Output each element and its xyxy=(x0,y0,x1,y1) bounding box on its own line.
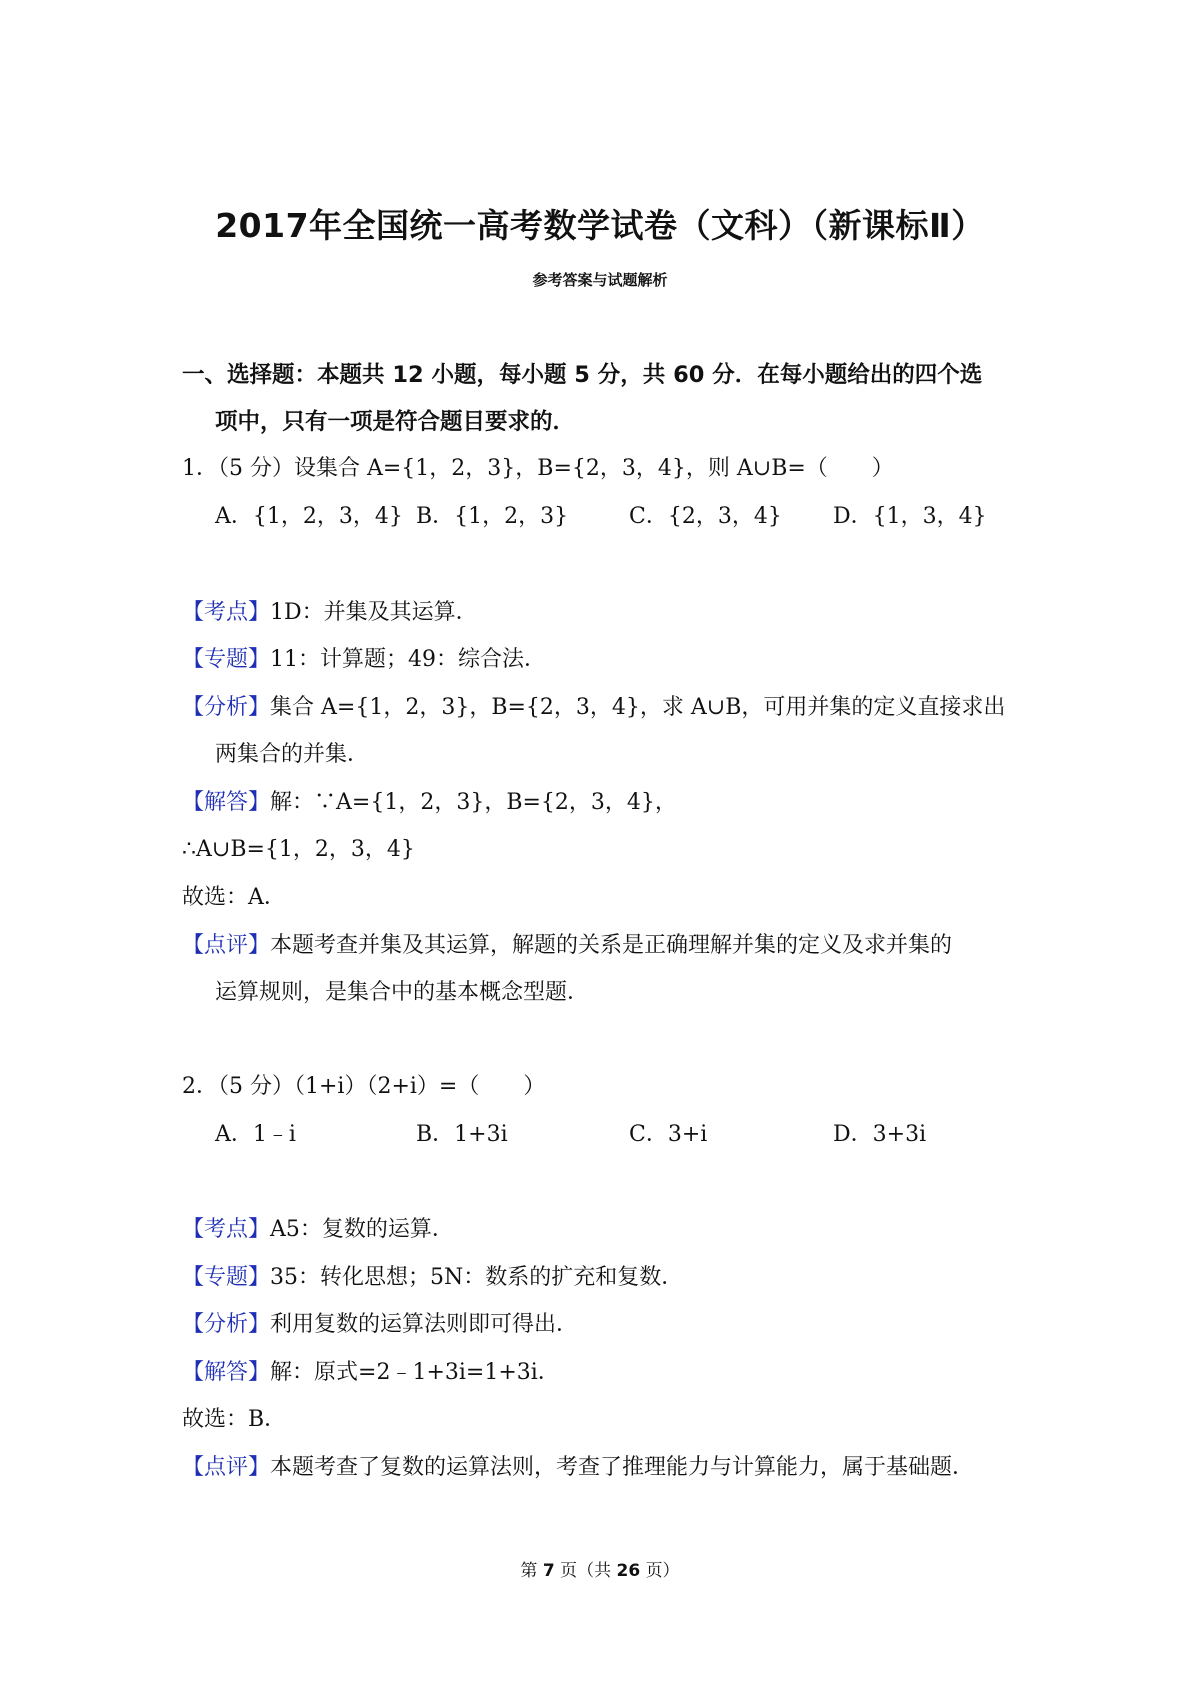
q2-fenxi xyxy=(182,1310,578,1340)
q2-zhuanti xyxy=(182,1263,683,1293)
section-heading-line1: 一、选择题：本题共 12 小题，每小题 5 分，共 60 分．在每小题给出的四个选 xyxy=(182,362,983,388)
q1-fenxi-text: 集合 A={1，2，3}，B={2，3，4}，求 A∪B，可用并集的定义直接求出 xyxy=(270,695,1006,720)
q2-jieda-text: 解：原式=2﹣1+3i=1+3i． xyxy=(270,1360,560,1385)
q1-dianping-cont: 运算规则，是集合中的基本概念型题． xyxy=(215,980,590,1005)
q1-jieda-cont: ∴A∪B={1，2，3，4} xyxy=(182,837,415,862)
tag-jieda: 【解答】 xyxy=(182,1360,271,1385)
footer-middle: 页（共 xyxy=(560,1561,612,1581)
q2-zhuanti-text: 35：转化思想；5N：数系的扩充和复数． xyxy=(270,1265,684,1290)
q2-option-d: D．3+3i xyxy=(833,1122,927,1147)
q1-zhuanti xyxy=(182,645,546,675)
q1-stem: 1．（5 分）设集合 A={1，2，3}，B={2，3，4}，则 A∪B=（ ） xyxy=(182,456,894,481)
tag-jieda: 【解答】 xyxy=(182,790,271,815)
tag-dianping: 【点评】 xyxy=(182,933,271,958)
q2-kaodian-text: A5：复数的运算． xyxy=(270,1217,454,1242)
document-title: 2017年全国统一高考数学试卷（文科）（新课标Ⅱ） xyxy=(215,206,985,245)
page-footer xyxy=(0,1556,1200,1581)
footer-prefix: 第 xyxy=(520,1561,538,1581)
q2-stem: 2．（5 分）（1+i）（2+i）=（ ） xyxy=(182,1074,546,1099)
q2-kaodian xyxy=(182,1215,454,1245)
q2-option-c: C．3+i xyxy=(629,1122,708,1147)
section-heading-line2: 项中，只有一项是符合题目要求的． xyxy=(215,409,576,435)
q2-answer: 故选：B． xyxy=(182,1407,287,1432)
q1-dianping-text: 本题考查并集及其运算，解题的关系是正确理解并集的定义及求并集的 xyxy=(270,933,953,958)
footer-page-number: 7 xyxy=(542,1561,555,1581)
q1-fenxi xyxy=(182,693,1005,723)
footer-suffix: 页） xyxy=(645,1561,680,1581)
q2-jieda xyxy=(182,1358,560,1388)
document-subtitle: 参考答案与试题解析 xyxy=(532,271,668,289)
q1-zhuanti-text: 11：计算题；49：综合法． xyxy=(270,647,547,672)
tag-kaodian: 【考点】 xyxy=(182,1217,271,1242)
footer-total-pages: 26 xyxy=(616,1561,641,1581)
q2-option-a: A．1﹣i xyxy=(215,1122,296,1147)
tag-dianping: 【点评】 xyxy=(182,1455,271,1480)
q1-jieda-text: 解：∵A={1，2，3}，B={2，3，4}， xyxy=(270,790,677,815)
q1-kaodian xyxy=(182,598,478,628)
q2-dianping-text: 本题考查了复数的运算法则，考查了推理能力与计算能力，属于基础题． xyxy=(270,1455,975,1480)
tag-fenxi: 【分析】 xyxy=(182,695,271,720)
q1-answer: 故选：A． xyxy=(182,885,286,910)
q1-option-a: A．{1，2，3，4} xyxy=(215,504,403,529)
q1-option-b: B．{1，2，3} xyxy=(416,504,569,529)
q2-dianping xyxy=(182,1453,974,1483)
tag-zhuanti: 【专题】 xyxy=(182,1265,271,1290)
q2-fenxi-text: 利用复数的运算法则即可得出． xyxy=(270,1312,579,1337)
q1-kaodian-text: 1D：并集及其运算． xyxy=(270,600,478,625)
q1-jieda xyxy=(182,788,677,818)
q1-option-d: D．{1，3，4} xyxy=(833,504,987,529)
q1-dianping xyxy=(182,931,952,961)
q1-option-c: C．{2，3，4} xyxy=(629,504,782,529)
tag-fenxi: 【分析】 xyxy=(182,1312,271,1337)
q2-option-b: B．1+3i xyxy=(416,1122,508,1147)
q1-fenxi-cont: 两集合的并集． xyxy=(215,742,370,767)
tag-kaodian: 【考点】 xyxy=(182,600,271,625)
tag-zhuanti: 【专题】 xyxy=(182,647,271,672)
